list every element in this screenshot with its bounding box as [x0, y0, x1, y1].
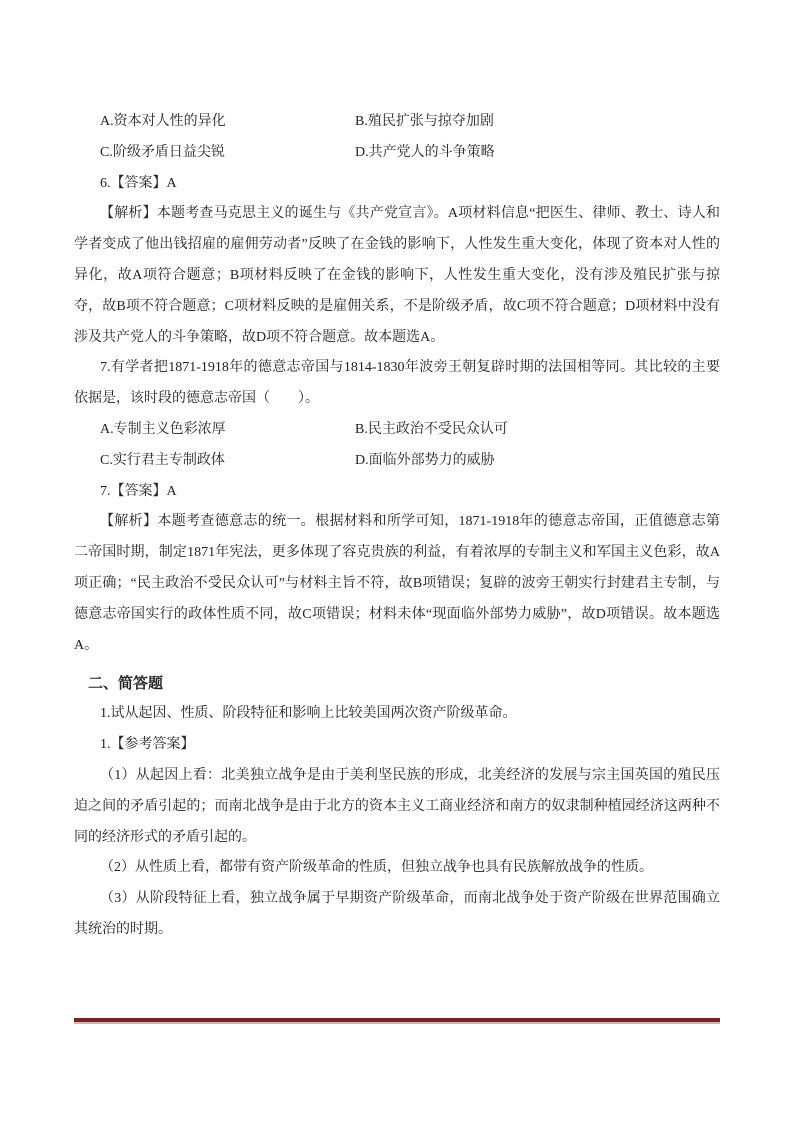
answer-point-1: （1）从起因上看：北美独立战争是由于美利坚民族的形成，北美经济的发展与宗主国英国的殖民压迫之间的矛盾引起的；而南北战争是由于北方的资本主义工商业经济和南方的奴隶制种植园经济这两种不同的经济形式的矛盾引起的。	[74, 767, 720, 845]
footer-rule-shadow	[74, 1022, 720, 1024]
q7-option-d: D.面临外部势力的威胁	[355, 452, 495, 468]
q6-option-d: D.共产党人的斗争策略	[355, 144, 495, 160]
q7-analysis: 【解析】本题考查德意志的统一。根据材料和所学可知，1871-1918年的德意志帝国，正值德意志第二帝国时期，制定1871年宪法，更多体现了容克贵族的利益，有着浓厚的专制主义和军国主义色彩，故A项正确；“民主政治不受民众认可”与材料主旨不符，故B项错误；复辟的波旁王朝实行封建君主专制，与德意志帝国实行的政体性质不同，故C项错误；材料未体“现面临外部势力威胁”，故D项错误。故本题选A。	[74, 514, 720, 653]
q6-option-a: A.资本对人性的异化	[100, 114, 226, 129]
q7-option-c: C.实行君主专制政体	[100, 452, 225, 468]
q7-question: 7.有学者把1871-1918年的德意志帝国与1814-1830年波旁王朝复辟时期的法国相等同。其比较的主要依据是，该时段的德意志帝国（ ）。	[74, 360, 720, 407]
reference-answer-label: 1.【参考答案】	[100, 737, 195, 753]
q6-answer: 6.【答案】A	[100, 175, 177, 191]
answer-point-3: （3）从阶段特征上看，独立战争属于早期资产阶级革命，而南北战争处于资产阶级在世界范围确立其统治的时期。	[74, 891, 720, 937]
short-answer-question-1: 1.试从起因、性质、阶段特征和影响上比较美国两次资产阶级革命。	[100, 706, 517, 722]
q7-options-row-2	[74, 446, 720, 477]
q6-option-b: B.殖民扩张与掠夺加剧	[355, 114, 494, 129]
q7-options-row-1	[74, 415, 720, 446]
document-body	[74, 107, 720, 946]
q7-option-a: A.专制主义色彩浓厚	[100, 421, 226, 437]
q6-option-c: C.阶级矛盾日益尖锐	[100, 144, 225, 160]
answer-point-2: （2）从性质上看，都带有资产阶级革命的性质，但独立战争也具有民族解放战争的性质。	[100, 860, 653, 876]
q6-options-row-2	[74, 138, 720, 169]
q6-analysis: 【解析】本题考查马克思主义的诞生与《共产党宣言》。A项材料信息“把医生、律师、教士、诗人和学者变成了他出钱招雇的雇佣劳动者”反映了在金钱的影响下，人性发生重大变化，体现了资本对人性的异化，故A项符合题意；B项材料反映了在金钱的影响下，人性发生重大变化，没有涉及殖民扩张与掠夺，故B项不符合题意；C项材料反映的是雇佣关系，不是阶级矛盾，故C项不符合题意；D项材料中没有涉及共产党人的斗争策略，故D项不符合题意。故本题选A。	[74, 206, 720, 345]
q7-option-b: B.民主政治不受民众认可	[355, 421, 508, 437]
q6-options-row-1	[74, 107, 720, 138]
q7-answer: 7.【答案】A	[100, 483, 177, 499]
section-heading: 二、简答题	[88, 674, 164, 693]
